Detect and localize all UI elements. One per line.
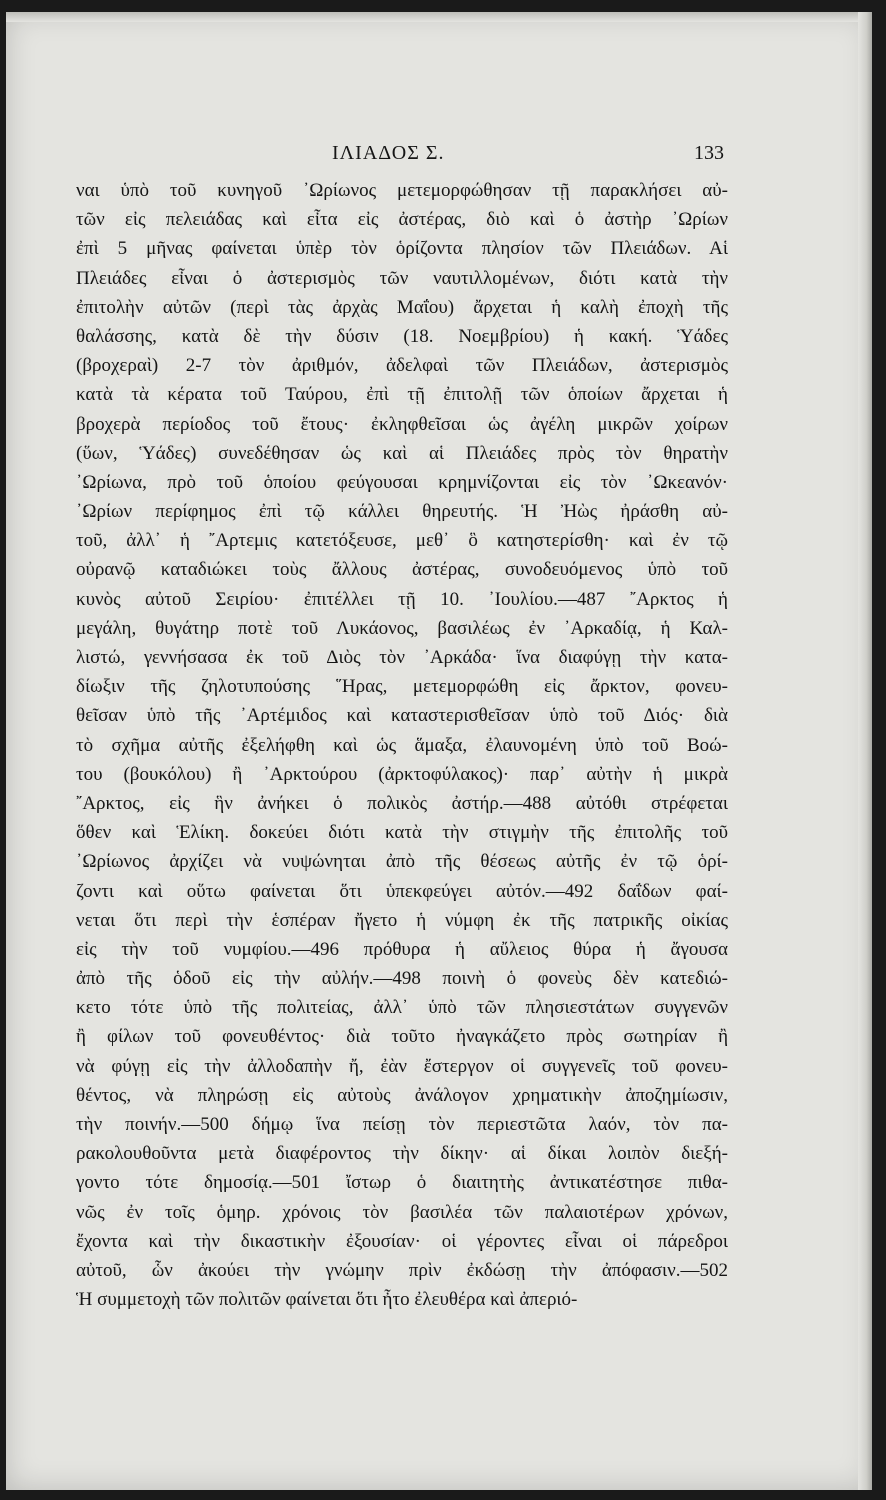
- text-line: τὸ σχῆμα αὐτῆς ἐξελήφθη καὶ ὡς ἅμαξα, ἐλαυνομένη ὑπὸ τοῦ Βοώ-: [76, 734, 728, 756]
- text-line: θαλάσσης, κατὰ δὲ τὴν δύσιν (18. Νοεμβρίου) ἡ κακή. Ὑάδες: [76, 325, 728, 347]
- text-line: θεῖσαν ὑπὸ τῆς ᾿Αρτέμιδος καὶ καταστερισθεῖσαν ὑπὸ τοῦ Διός· διὰ: [76, 705, 728, 727]
- text-line: θέντος, νὰ πληρώσῃ εἰς αὐτοὺς ἀνάλογον χρηματικὴν ἀποζημίωσιν,: [76, 1084, 728, 1106]
- running-head: ΙΛΙΑΔΟΣ Σ.: [332, 142, 445, 164]
- text-line: ῎Αρκτος, εἰς ἣν ἀνήκει ὁ πολικὸς ἀστήρ.—488 αὐτόθι στρέφεται: [76, 792, 728, 814]
- text-line: νὰ φύγῃ εἰς τὴν ἀλλοδαπὴν ἤ, ἐὰν ἔστεργον οἱ συγγενεῖς τοῦ φονευ-: [76, 1055, 728, 1077]
- page-header: [72, 142, 722, 166]
- text-line: ζοντι καὶ οὕτω φαίνεται ὅτι ὑπεκφεύγει αὐτόν.—492 δαΐδων φαί-: [76, 880, 728, 902]
- text-line: λιστώ, γεννήσασα ἐκ τοῦ Διὸς τὸν ᾿Αρκάδα· ἵνα διαφύγῃ τὴν κατα-: [76, 647, 728, 668]
- page-right-edge: [858, 12, 872, 1490]
- text-line: αὐτοῦ, ὧν ἀκούει τὴν γνώμην πρὶν ἐκδώσῃ τὴν ἀπόφασιν.—502: [76, 1259, 728, 1281]
- text-line: νῶς ἐν τοῖς ὁμηρ. χρόνοις τὸν βασιλέα τῶν παλαιοτέρων χρόνων,: [76, 1201, 728, 1223]
- text-line: ὅθεν καὶ Ἑλίκη. δοκεύει διότι κατὰ τὴν στιγμὴν τῆς ἐπιτολῆς τοῦ: [76, 822, 728, 844]
- text-line: ἔχοντα καὶ τὴν δικαστικὴν ἐξουσίαν· οἱ γέροντες εἶναι οἱ πάρεδροι: [76, 1230, 728, 1252]
- text-line: οὐρανῷ καταδιώκει τοὺς ἄλλους ἀστέρας, συνοδευόμενος ὑπὸ τοῦ: [76, 559, 728, 581]
- text-line: τοῦ, ἀλλ᾿ ἡ ῎Αρτεμις κατετόξευσε, μεθ᾿ ὃ κατηστερίσθη· καὶ ἐν τῷ: [76, 530, 728, 552]
- text-line: ἐπὶ 5 μῆνας φαίνεται ὑπὲρ τὸν ὁρίζοντα πλησίον τῶν Πλειάδων. Αἱ: [76, 238, 728, 260]
- text-line: (ὕων, Ὑάδες) συνεδέθησαν ὡς καὶ αἱ Πλειάδες πρὸς τὸν θηρατὴν: [76, 442, 728, 464]
- text-line: βροχερὰ περίοδος τοῦ ἔτους· ἐκληφθεῖσαι ὡς ἀγέλη μικρῶν χοίρων: [76, 413, 728, 435]
- text-line: Πλειάδες εἶναι ὁ ἀστερισμὸς τῶν ναυτιλλομένων, διότι κατὰ τὴν: [76, 267, 728, 289]
- text-line: ᾿Ωρίων περίφημος ἐπὶ τῷ κάλλει θηρευτής. Ἡ Ἠὼς ἠράσθη αὐ-: [76, 501, 728, 523]
- text-line: κατὰ τὰ κέρατα τοῦ Ταύρου, ἐπὶ τῇ ἐπιτολῇ τῶν ὁποίων ἄρχεται ἡ: [76, 384, 728, 406]
- text-line: κετο τότε ὑπὸ τῆς πολιτείας, ἀλλ᾿ ὑπὸ τῶν πλησιεστάτων συγγενῶν: [76, 997, 728, 1019]
- text-line: ρακολουθοῦντα μετὰ διαφέροντος τὴν δίκην· αἱ δίκαι λοιπὸν διεξή-: [76, 1143, 728, 1165]
- text-line: τὴν ποινήν.—500 δήμῳ ἵνα πείσῃ τὸν περιεστῶτα λαόν, τὸν πα-: [76, 1114, 728, 1135]
- text-line: ἢ φίλων τοῦ φονευθέντος· διὰ τοῦτο ἠναγκάζετο πρὸς σωτηρίαν ἢ: [76, 1026, 728, 1048]
- text-line: δίωξιν τῆς ζηλοτυπούσης ῞Ηρας, μετεμορφώθη εἰς ἄρκτον, φονευ-: [76, 676, 728, 698]
- text-line: του (βουκόλου) ἢ ᾿Αρκτούρου (ἀρκτοφύλακος)· παρ᾿ αὐτὴν ἡ μικρὰ: [76, 763, 728, 785]
- page-number: 133: [694, 142, 724, 164]
- text-line: ᾿Ωρίωνα, πρὸ τοῦ ὁποίου φεύγουσαι κρημνίζονται εἰς τὸν ᾿Ωκεανόν·: [76, 471, 728, 493]
- page-top-edge: [6, 12, 872, 22]
- commentary-text: [76, 176, 728, 1314]
- text-line: (βροχεραὶ) 2-7 τὸν ἀριθμόν, ἀδελφαὶ τῶν Πλειάδων, ἀστερισμὸς: [76, 355, 728, 377]
- text-line: ναι ὑπὸ τοῦ κυνηγοῦ ᾿Ωρίωνος μετεμορφώθησαν τῇ παρακλήσει αὐ-: [76, 180, 728, 201]
- text-line: ᾿Ωρίωνος ἀρχίζει νὰ νυψώνηται ἀπὸ τῆς θέσεως αὐτῆς ἐν τῷ ὁρί-: [76, 851, 728, 873]
- text-line: μεγάλη, θυγάτηρ ποτὲ τοῦ Λυκάονος, βασιλέως ἐν ᾿Αρκαδίᾳ, ἡ Καλ-: [76, 617, 728, 639]
- text-line: εἰς τὴν τοῦ νυμφίου.—496 πρόθυρα ἡ αὔλειος θύρα ἡ ἄγουσα: [76, 938, 728, 960]
- text-line: ἐπιτολὴν αὐτῶν (περὶ τὰς ἀρχὰς Μαΐου) ἄρχεται ἡ καλὴ ἐποχὴ τῆς: [76, 296, 728, 318]
- text-line: Ἡ συμμετοχὴ τῶν πολιτῶν φαίνεται ὅτι ἦτο ἐλευθέρα καὶ ἀπεριό-: [76, 1289, 578, 1311]
- text-line: κυνὸς αὐτοῦ Σειρίου· ἐπιτέλλει τῇ 10. ᾿Ιουλίου.—487 ῎Αρκτος ἡ: [76, 588, 728, 610]
- text-line: ἀπὸ τῆς ὁδοῦ εἰς τὴν αὐλήν.—498 ποινὴ ὁ φονεὺς δὲν κατεδιώ-: [76, 968, 728, 990]
- text-line: τῶν εἰς πελειάδας καὶ εἶτα εἰς ἀστέρας, διὸ καὶ ὁ ἀστὴρ ᾿Ωρίων: [76, 209, 728, 231]
- text-line: νεται ὅτι περὶ τὴν ἑσπέραν ἤγετο ἡ νύμφη ἐκ τῆς πατρικῆς οἰκίας: [76, 909, 728, 931]
- text-line: γοντο τότε δημοσίᾳ.—501 ἴστωρ ὁ διαιτητὴς ἀντικατέστησε πιθα-: [76, 1172, 728, 1194]
